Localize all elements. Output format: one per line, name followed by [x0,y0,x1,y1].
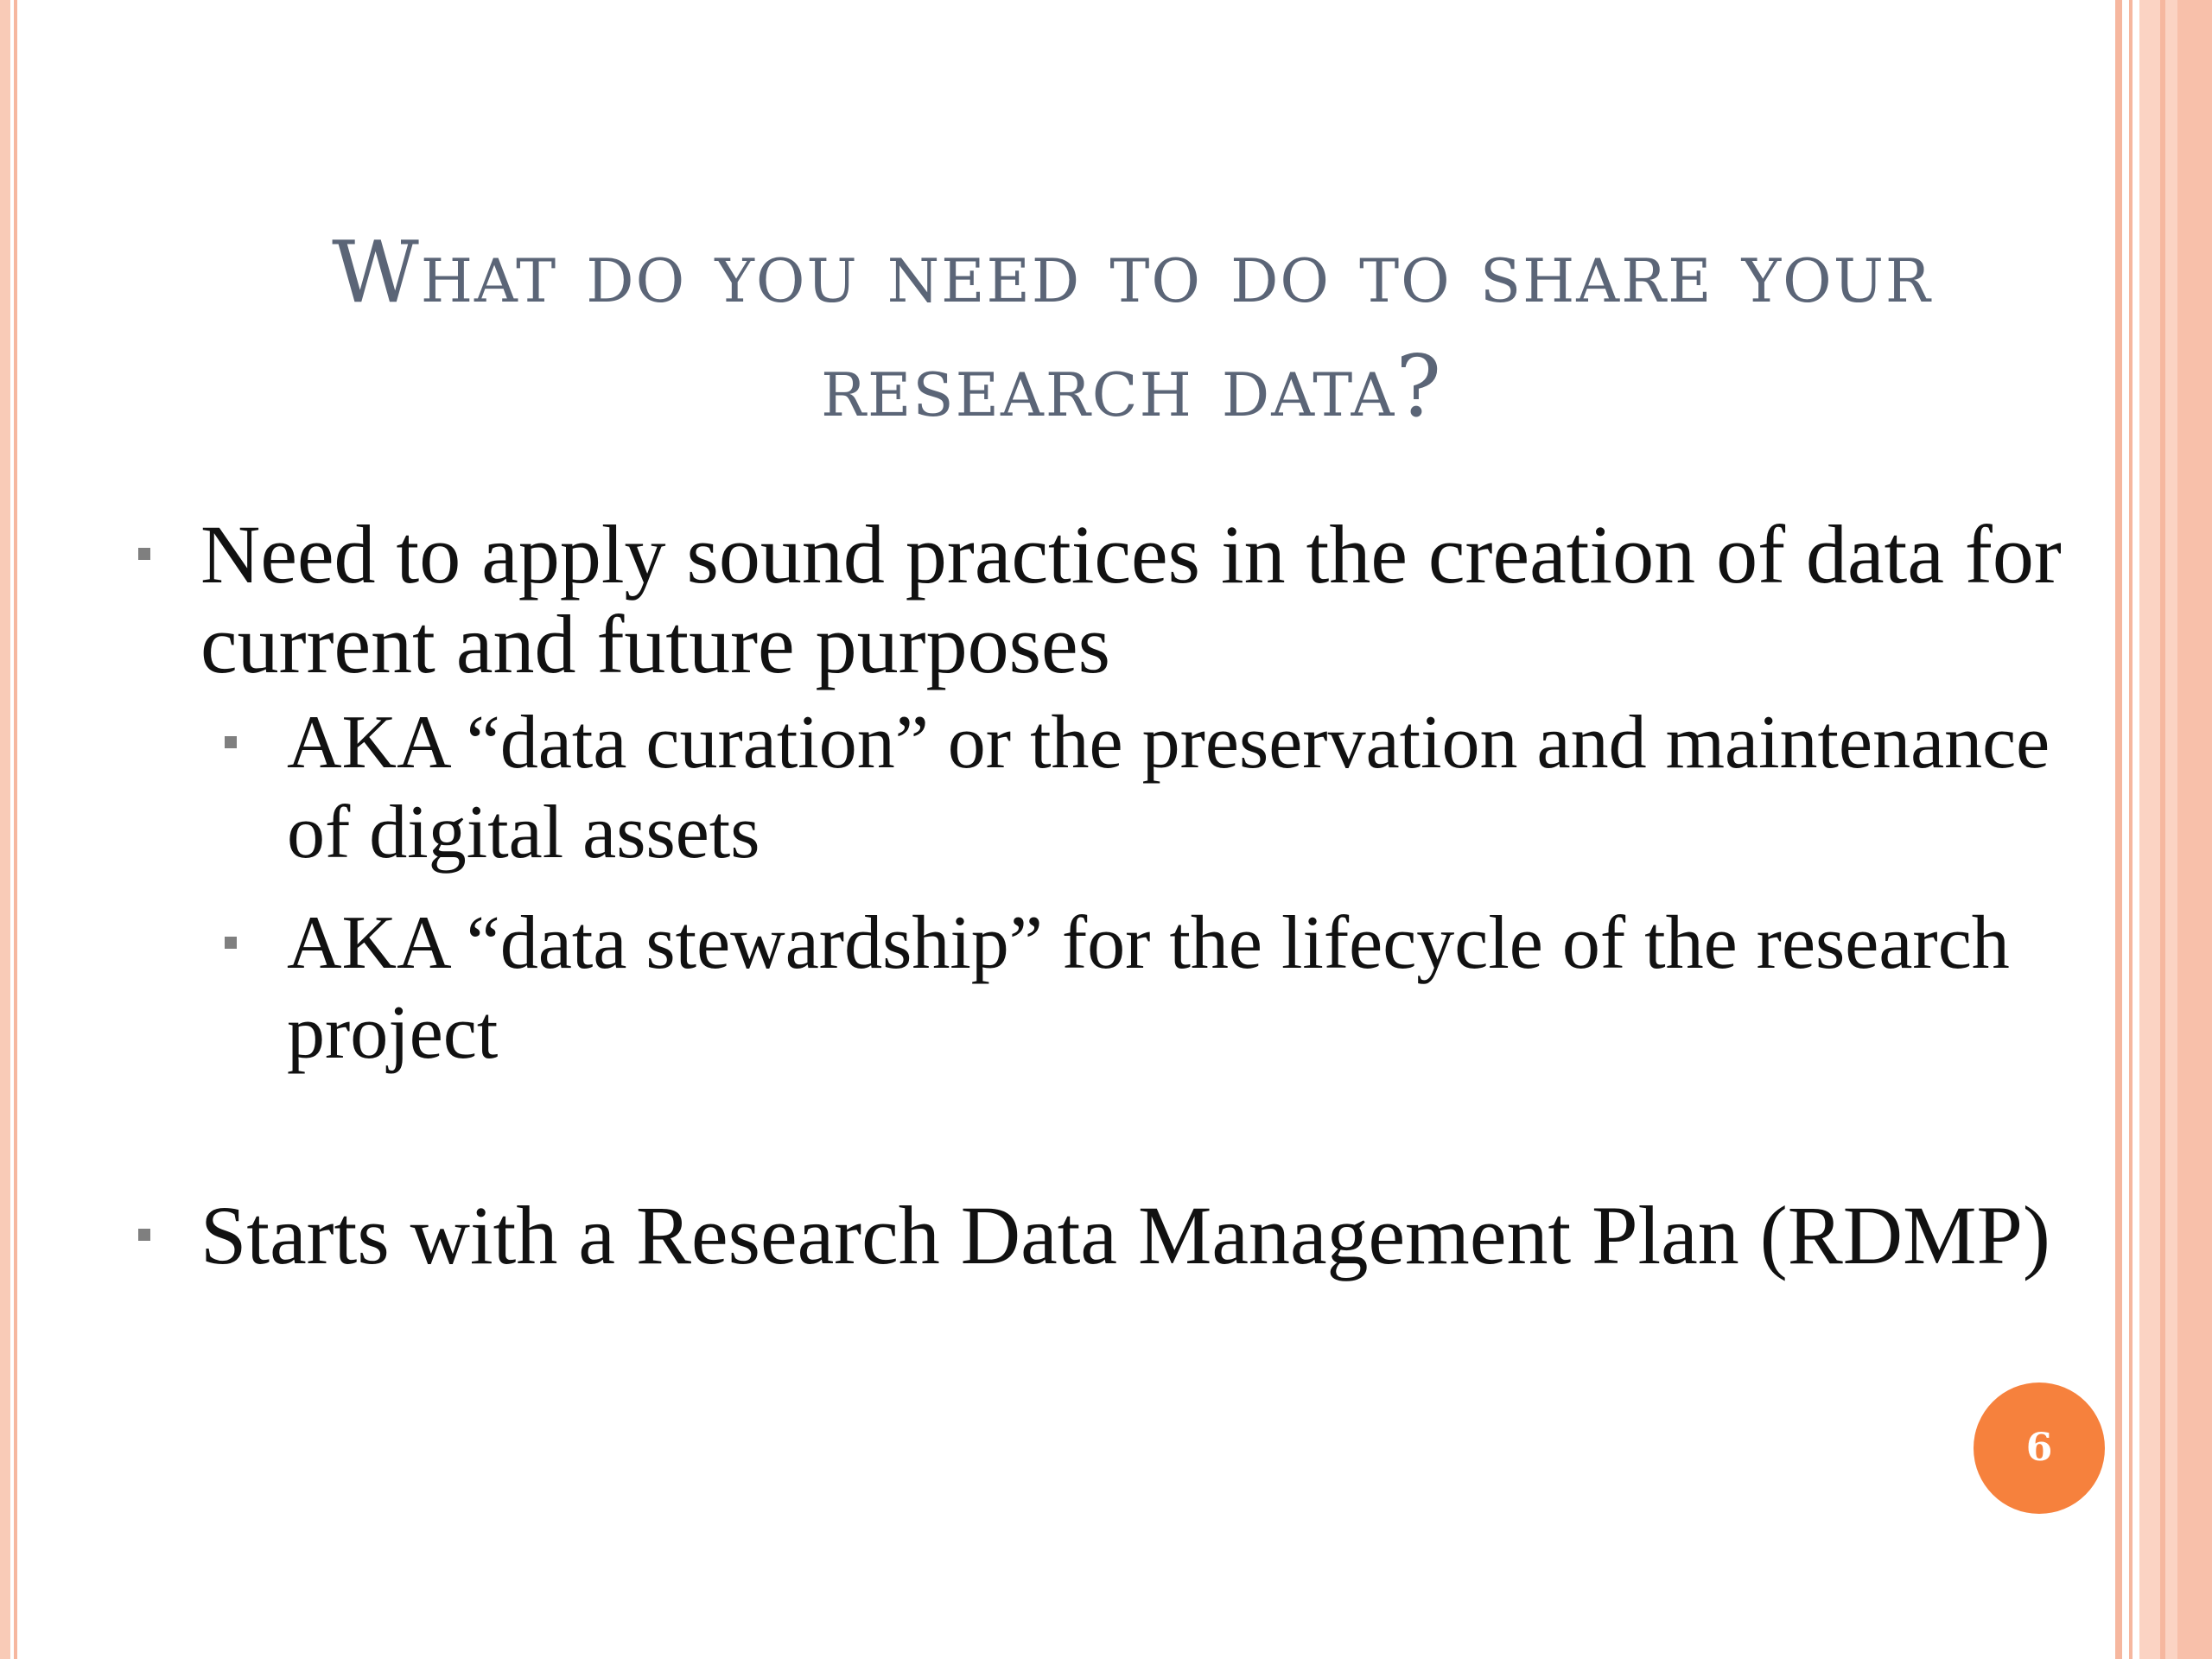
right-border-edge [2177,0,2212,1659]
bullet-item [121,510,2074,690]
bullet-text: Starts with a Research Data Management Plan (RDMP) [200,1189,2050,1281]
square-bullet-icon [225,937,237,949]
bullet-text: Need to apply sound practices in the creation of data for current and future purposes [200,508,2062,690]
bullet-item [121,1191,2074,1281]
sub-bullet-item [287,899,2074,1078]
page-number-badge: 6 [1974,1382,2105,1514]
square-bullet-icon [138,548,150,560]
right-border-line-inner [2160,0,2165,1659]
left-border-decoration [0,0,10,1659]
sub-bullet-text: AKA “data curation” or the preservation and maintenance of digital assets [287,701,2050,874]
sub-bullet-text: AKA “data stewardship” for the lifecycle of the research project [287,901,2010,1075]
square-bullet-icon [138,1229,150,1241]
right-border-line [2115,0,2122,1659]
slide-content [121,510,2074,1289]
left-border-line [14,0,17,1659]
right-border-line-thin [2129,0,2133,1659]
square-bullet-icon [225,736,237,748]
slide-title: What do you need to do to share your research data? [332,224,1932,436]
sub-bullet-item [287,698,2074,878]
